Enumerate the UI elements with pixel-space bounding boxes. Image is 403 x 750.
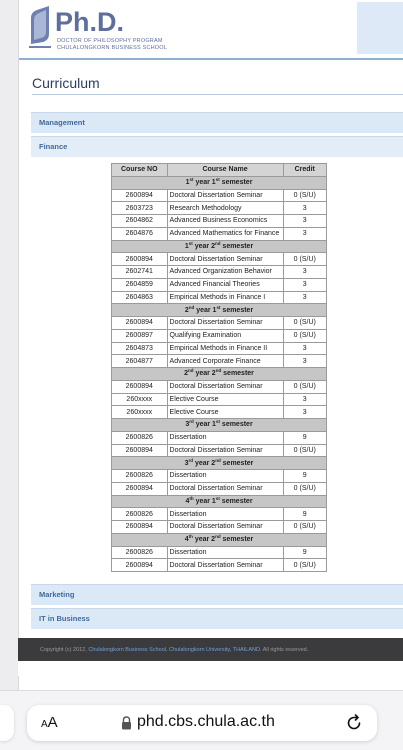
course-row	[112, 559, 327, 572]
course-name: Dissertation	[167, 508, 283, 521]
year-word: year	[195, 497, 210, 505]
course-credit: 3	[283, 278, 327, 291]
header-divider	[19, 58, 403, 60]
course-name: Dissertation	[167, 431, 283, 444]
semester-year-number: 3	[185, 421, 190, 429]
semester-label	[112, 457, 327, 470]
course-number: 260xxxx	[112, 393, 168, 406]
course-name: Doctoral Dissertation Seminar	[167, 559, 283, 572]
url-text[interactable]: phd.cbs.chula.ac.th	[137, 713, 275, 730]
semester-word: semester	[222, 306, 254, 314]
semester-number-suffix: st	[216, 304, 221, 310]
course-number: 2600894	[112, 189, 168, 202]
course-name: Doctoral Dissertation Seminar	[167, 482, 283, 495]
footer-link-school[interactable]: Chulalongkorn Business School	[88, 647, 166, 653]
course-row	[112, 444, 327, 457]
header-credit: Credit	[283, 164, 327, 177]
course-name: Advanced Mathematics for Finance	[167, 227, 283, 240]
semester-year-number: 2	[184, 306, 189, 314]
semester-header-row	[112, 495, 327, 508]
site-logo[interactable]	[27, 4, 227, 56]
semester-header-row	[112, 240, 327, 253]
semester-label	[112, 304, 327, 317]
semester-year-number: 3	[184, 459, 189, 467]
course-credit: 9	[283, 431, 327, 444]
semester-label	[112, 419, 327, 432]
course-credit: 3	[283, 227, 327, 240]
course-name: Dissertation	[167, 470, 283, 483]
footer-bottom-strip	[18, 661, 403, 676]
site-footer	[18, 638, 403, 661]
aa-small-letter: A	[41, 719, 48, 730]
header-course-no: Course NO	[112, 164, 168, 177]
course-number: 260xxxx	[112, 406, 168, 419]
course-row	[112, 329, 327, 342]
semester-header-row	[112, 368, 327, 381]
accordion-label: Marketing	[39, 590, 75, 599]
course-number: 2604863	[112, 291, 168, 304]
semester-year-number: 2	[184, 370, 188, 378]
accordion-finance[interactable]	[31, 136, 403, 157]
lock-icon	[121, 716, 132, 730]
semester-label	[112, 495, 327, 508]
course-credit: 3	[283, 215, 327, 228]
logo-subtitle-school: CHULALONGKORN BUSINESS SCHOOL	[57, 45, 168, 51]
course-row	[112, 482, 327, 495]
semester-word: semester	[222, 536, 254, 544]
course-number: 2600894	[112, 253, 168, 266]
course-row	[112, 406, 327, 419]
course-number: 2604862	[112, 215, 168, 228]
semester-year-suffix: nd	[188, 304, 195, 310]
semester-number: 1	[212, 421, 216, 429]
semester-number-suffix: st	[215, 177, 220, 183]
semester-year-number: 4	[184, 536, 189, 544]
semester-year-number: 4	[185, 497, 190, 505]
semester-number: 2	[211, 370, 216, 378]
course-name: Dissertation	[167, 546, 283, 559]
semester-header-row	[112, 533, 327, 546]
semester-header-row	[112, 419, 327, 432]
course-number: 2600826	[112, 470, 168, 483]
course-row	[112, 189, 327, 202]
course-credit: 3	[283, 266, 327, 279]
semester-number: 2	[211, 242, 215, 250]
semester-number: 1	[211, 497, 216, 505]
semester-word: semester	[223, 370, 254, 378]
course-number: 2600897	[112, 329, 168, 342]
course-credit: 3	[283, 406, 327, 419]
semester-number-suffix: st	[215, 495, 220, 501]
course-credit: 3	[283, 355, 327, 368]
table-header-row	[112, 164, 327, 177]
semester-year-suffix: th	[188, 534, 193, 540]
course-name: Qualifying Examination	[167, 329, 283, 342]
year-word: year	[194, 242, 210, 250]
accordion-management[interactable]	[31, 112, 403, 133]
course-row	[112, 202, 327, 215]
semester-word: semester	[221, 497, 253, 505]
course-row	[112, 431, 327, 444]
course-name: Advanced Financial Theories	[167, 278, 283, 291]
previous-tab-peek[interactable]	[0, 705, 14, 741]
course-number: 2604877	[112, 355, 168, 368]
semester-year-number: 1	[185, 179, 190, 187]
course-name: Advanced Business Economics	[167, 215, 283, 228]
copyright-suffix: . All rights reserved.	[259, 647, 309, 653]
course-row	[112, 470, 327, 483]
year-word: year	[196, 306, 211, 314]
course-number: 2600826	[112, 508, 168, 521]
course-number: 2604876	[112, 227, 168, 240]
semester-word: semester	[221, 179, 253, 187]
semester-year-suffix: st	[188, 240, 193, 246]
course-credit: 0 (S/U)	[283, 329, 327, 342]
accordion-it-in-business[interactable]	[31, 608, 403, 629]
semester-label	[112, 368, 327, 381]
semester-number-suffix: nd	[215, 534, 221, 540]
course-name: Doctoral Dissertation Seminar	[167, 253, 283, 266]
address-bar[interactable]	[27, 705, 377, 741]
semester-year-number: 1	[184, 242, 189, 250]
logo-title: Ph.D.	[55, 7, 125, 37]
year-word: year	[194, 459, 210, 467]
course-number: 2603723	[112, 202, 168, 215]
semester-header-row	[112, 304, 327, 317]
crest-icon	[27, 4, 53, 50]
accordion-marketing[interactable]	[31, 584, 403, 605]
course-number: 2600826	[112, 431, 168, 444]
curriculum-table	[111, 163, 327, 572]
header-side-panel	[357, 2, 403, 54]
course-number: 2600894	[112, 521, 168, 534]
course-number: 2600894	[112, 380, 168, 393]
semester-word: semester	[222, 242, 254, 250]
footer-separator: ,	[165, 647, 170, 653]
logo-subtitle-program: DOCTOR OF PHILOSOPHY PROGRAM	[57, 38, 163, 44]
site-header	[19, 0, 403, 72]
semester-number: 1	[212, 306, 217, 314]
course-row	[112, 253, 327, 266]
course-credit: 3	[283, 202, 327, 215]
course-name: Advanced Organization Behavior	[167, 266, 283, 279]
semester-year-suffix: st	[189, 177, 194, 183]
course-credit: 0 (S/U)	[283, 482, 327, 495]
footer-link-university[interactable]: Chulalongkorn University	[169, 647, 230, 653]
semester-number-suffix: nd	[214, 240, 221, 246]
footer-link-thailand[interactable]: THAILAND	[232, 647, 260, 653]
copyright-prefix: Copyright (c) 2012,	[40, 647, 89, 653]
course-name: Doctoral Dissertation Seminar	[167, 380, 283, 393]
course-credit: 0 (S/U)	[283, 521, 327, 534]
course-row	[112, 227, 327, 240]
course-credit: 3	[283, 393, 327, 406]
footer-separator: ,	[229, 647, 233, 653]
course-credit: 0 (S/U)	[283, 559, 327, 572]
course-name: Doctoral Dissertation Seminar	[167, 317, 283, 330]
semester-number: 2	[211, 536, 216, 544]
year-word: year	[195, 179, 210, 187]
course-credit: 0 (S/U)	[283, 380, 327, 393]
semester-year-suffix: th	[189, 495, 194, 501]
semester-number: 2	[211, 459, 216, 467]
course-name: Empirical Methods in Finance II	[167, 342, 283, 355]
semester-label	[112, 240, 327, 253]
year-word: year	[195, 421, 211, 429]
course-credit: 9	[283, 470, 327, 483]
course-row	[112, 266, 327, 279]
course-number: 2600894	[112, 317, 168, 330]
semester-number-suffix: st	[215, 419, 220, 425]
course-row	[112, 317, 327, 330]
course-row	[112, 342, 327, 355]
semester-label	[112, 533, 327, 546]
accordion-label: Management	[39, 118, 85, 127]
semester-year-suffix: nd	[187, 368, 194, 374]
accordion-label: IT in Business	[39, 614, 90, 623]
course-credit: 9	[283, 508, 327, 521]
course-credit: 0 (S/U)	[283, 189, 327, 202]
course-number: 2600894	[112, 559, 168, 572]
semester-word: semester	[221, 421, 253, 429]
course-row	[112, 355, 327, 368]
browser-toolbar	[0, 690, 403, 750]
course-row	[112, 291, 327, 304]
copyright-text	[40, 647, 308, 653]
course-number: 2600894	[112, 444, 168, 457]
course-name: Doctoral Dissertation Seminar	[167, 444, 283, 457]
course-name: Elective Course	[167, 393, 283, 406]
aa-large-letter: A	[47, 714, 58, 731]
course-credit: 3	[283, 291, 327, 304]
semester-header-row	[112, 176, 327, 189]
course-credit: 0 (S/U)	[283, 444, 327, 457]
course-row	[112, 393, 327, 406]
course-number: 2600894	[112, 482, 168, 495]
semester-year-suffix: rd	[188, 457, 193, 463]
page-title: Curriculum	[32, 75, 100, 91]
curriculum-table-body	[112, 176, 327, 571]
course-number: 2600826	[112, 546, 168, 559]
year-word: year	[194, 536, 210, 544]
course-row	[112, 215, 327, 228]
reload-icon[interactable]	[345, 714, 363, 732]
course-name: Doctoral Dissertation Seminar	[167, 189, 283, 202]
course-row	[112, 521, 327, 534]
semester-number: 1	[211, 179, 216, 187]
header-course-name: Course Name	[167, 164, 283, 177]
course-credit: 3	[283, 342, 327, 355]
course-number: 2604873	[112, 342, 168, 355]
course-name: Advanced Corporate Finance	[167, 355, 283, 368]
course-row	[112, 278, 327, 291]
course-name: Doctoral Dissertation Seminar	[167, 521, 283, 534]
course-number: 2602741	[112, 266, 168, 279]
course-name: Empirical Methods in Finance I	[167, 291, 283, 304]
course-credit: 0 (S/U)	[283, 253, 327, 266]
course-name: Elective Course	[167, 406, 283, 419]
semester-word: semester	[222, 459, 254, 467]
course-name: Research Methodology	[167, 202, 283, 215]
title-divider	[32, 94, 403, 95]
semester-number-suffix: nd	[215, 457, 221, 463]
semester-header-row	[112, 457, 327, 470]
course-row	[112, 546, 327, 559]
course-credit: 9	[283, 546, 327, 559]
reader-aa-button[interactable]	[41, 714, 58, 731]
course-number: 2604859	[112, 278, 168, 291]
course-row	[112, 380, 327, 393]
semester-year-suffix: rd	[189, 419, 194, 425]
semester-number-suffix: nd	[215, 368, 222, 374]
semester-label	[112, 176, 327, 189]
course-credit: 0 (S/U)	[283, 317, 327, 330]
course-row	[112, 508, 327, 521]
year-word: year	[195, 370, 210, 378]
accordion-label: Finance	[39, 142, 68, 151]
